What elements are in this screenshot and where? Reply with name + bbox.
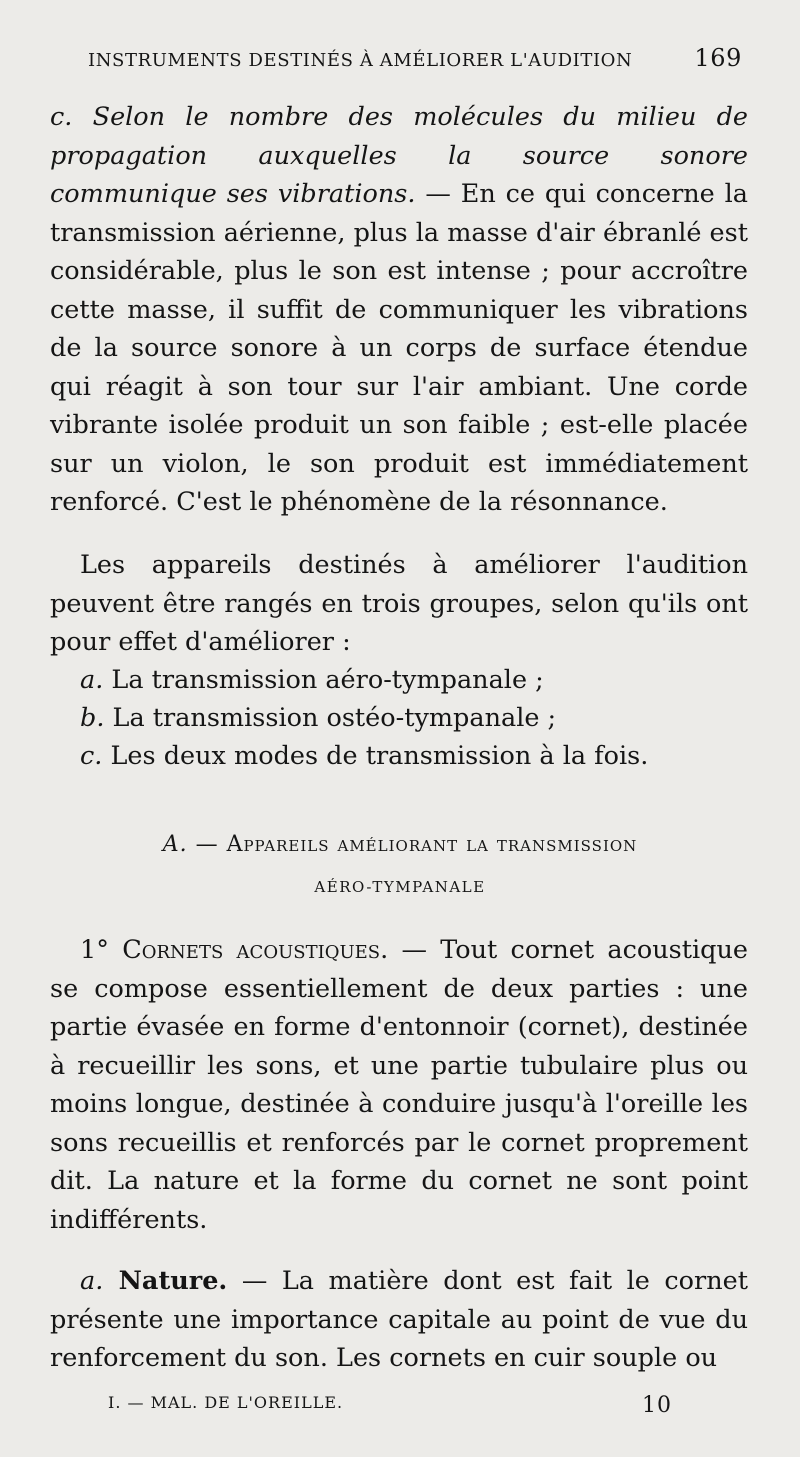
paragraph-body: — La matière dont est fait le cornet présente une importance capitale au point de vue du renforcement du son. Les cornets en cuir souple ou bbox=[50, 1266, 748, 1373]
paragraph-groups bbox=[50, 546, 748, 662]
page-footer bbox=[108, 1393, 672, 1418]
footer-signature: I. — MAL. DE L'OREILLE. bbox=[108, 1393, 344, 1412]
paragraph-groups-text: Les appareils destinés à améliorer l'audition peuvent être rangés en trois groupes, selon qu'ils ont pour effet d'améliorer : bbox=[50, 550, 748, 657]
paragraph-resonance bbox=[50, 98, 748, 522]
paragraph-cornets bbox=[50, 931, 748, 1239]
list-item: a. La transmission aéro-tympanale ; bbox=[80, 665, 544, 695]
paragraph-lead-bold: Nature. bbox=[103, 1266, 228, 1296]
paragraph-body: — En ce qui concerne la transmission aérienne, plus la masse d'air ébranlé est considérable, plus le son est intense ; pour accroître cette masse, il suffit de communiquer les vibrations de la source sonore à un corps de surface étendue qui réagit à son tour sur l'air ambiant. Une corde vibrante isolée produit un son faible ; est-elle placée sur un violon, le son produit est immédiatement renforcé. C'est le phénomène de la résonnance. bbox=[50, 179, 748, 517]
list-item: c. Les deux modes de transmission à la fois. bbox=[80, 741, 649, 771]
section-subheading: AÉRO-TYMPANALE bbox=[314, 878, 486, 896]
paragraph-nature: a. Nature. — La matière dont est fait le cornet présente une importance capitale au point de vue du renforcement du son. Les cornets en cuir souple ou bbox=[50, 1266, 748, 1373]
footer-sheet-number: 10 bbox=[642, 1393, 672, 1418]
paragraph-lead-italic: c. Selon le nombre des molécules du milieu de propagation auxquelles la source sonore communique ses vibrations. bbox=[50, 102, 748, 209]
page-number: 169 bbox=[694, 44, 742, 72]
running-title: INSTRUMENTS DESTINÉS À AMÉLIORER L'AUDITION bbox=[88, 50, 633, 71]
paragraph-body: — Tout cornet acoustique se compose essentiellement de deux parties : une partie évasée en forme d'entonnoir (cornet), destinée à recueillir les sons, et une partie tubulaire plus ou moins longue, destinée à conduire jusqu'à l'oreille les sons recueillis et renforcés par le cornet proprement dit. La nature et la forme du cornet ne sont point indifférents. bbox=[50, 935, 748, 1235]
paragraph-lead: 1° Cornets acoustiques. bbox=[80, 935, 389, 965]
section-heading: A. — Appareils améliorant la transmission bbox=[162, 832, 638, 857]
list-item: b. La transmission ostéo-tympanale ; bbox=[80, 703, 557, 733]
running-header bbox=[88, 44, 742, 72]
